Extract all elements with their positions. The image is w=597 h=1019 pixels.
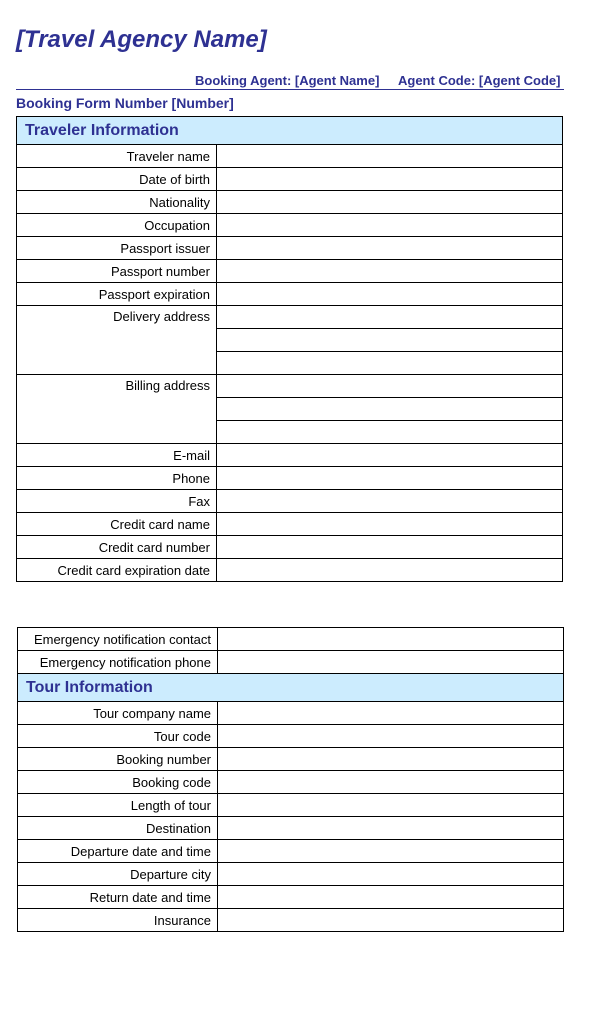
departure-city-field[interactable] — [218, 863, 564, 886]
billing-address-line-1[interactable] — [217, 375, 563, 398]
departure-date-time-label: Departure date and time — [18, 840, 218, 863]
passport-number-field[interactable] — [217, 260, 563, 283]
departure-date-time-field[interactable] — [218, 840, 564, 863]
billing-address-line-2[interactable] — [217, 398, 563, 421]
agent-code-label: Agent Code: [Agent Code] — [398, 73, 561, 88]
passport-number-label: Passport number — [17, 260, 217, 283]
credit-card-expiration-field[interactable] — [217, 559, 563, 582]
billing-address-label: Billing address — [17, 375, 217, 444]
nationality-field[interactable] — [217, 191, 563, 214]
email-field[interactable] — [217, 444, 563, 467]
agent-info-line — [16, 72, 564, 90]
credit-card-number-field[interactable] — [217, 536, 563, 559]
length-of-tour-label: Length of tour — [18, 794, 218, 817]
emergency-phone-field[interactable] — [218, 651, 564, 674]
billing-address-line-3[interactable] — [217, 421, 563, 444]
credit-card-name-label: Credit card name — [17, 513, 217, 536]
destination-field[interactable] — [218, 817, 564, 840]
passport-issuer-field[interactable] — [217, 237, 563, 260]
date-of-birth-field[interactable] — [217, 168, 563, 191]
occupation-field[interactable] — [217, 214, 563, 237]
emergency-contact-field[interactable] — [218, 628, 564, 651]
fax-field[interactable] — [217, 490, 563, 513]
agency-name-title: [Travel Agency Name] — [16, 26, 267, 53]
emergency-contact-label: Emergency notification contact — [18, 628, 218, 651]
delivery-address-line-2[interactable] — [217, 329, 563, 352]
traveler-information-header: Traveler Information — [17, 117, 563, 145]
length-of-tour-field[interactable] — [218, 794, 564, 817]
delivery-address-label: Delivery address — [17, 306, 217, 375]
tour-information-header: Tour Information — [18, 674, 564, 702]
phone-field[interactable] — [217, 467, 563, 490]
passport-issuer-label: Passport issuer — [17, 237, 217, 260]
delivery-address-line-1[interactable] — [217, 306, 563, 329]
traveler-name-label: Traveler name — [17, 145, 217, 168]
departure-city-label: Departure city — [18, 863, 218, 886]
email-label: E-mail — [17, 444, 217, 467]
fax-label: Fax — [17, 490, 217, 513]
passport-expiration-label: Passport expiration — [17, 283, 217, 306]
tour-company-name-field[interactable] — [218, 702, 564, 725]
nationality-label: Nationality — [17, 191, 217, 214]
booking-number-label: Booking number — [18, 748, 218, 771]
booking-number-field[interactable] — [218, 748, 564, 771]
destination-label: Destination — [18, 817, 218, 840]
return-date-time-label: Return date and time — [18, 886, 218, 909]
date-of-birth-label: Date of birth — [17, 168, 217, 191]
booking-code-label: Booking code — [18, 771, 218, 794]
insurance-label: Insurance — [18, 909, 218, 932]
booking-form-number: Booking Form Number [Number] — [16, 95, 234, 111]
tour-code-field[interactable] — [218, 725, 564, 748]
passport-expiration-field[interactable] — [217, 283, 563, 306]
return-date-time-field[interactable] — [218, 886, 564, 909]
occupation-label: Occupation — [17, 214, 217, 237]
traveler-name-field[interactable] — [217, 145, 563, 168]
booking-code-field[interactable] — [218, 771, 564, 794]
emergency-phone-label: Emergency notification phone — [18, 651, 218, 674]
credit-card-number-label: Credit card number — [17, 536, 217, 559]
insurance-field[interactable] — [218, 909, 564, 932]
tour-company-name-label: Tour company name — [18, 702, 218, 725]
booking-agent-label: Booking Agent: [Agent Name] — [195, 73, 380, 88]
delivery-address-line-3[interactable] — [217, 352, 563, 375]
credit-card-expiration-label: Credit card expiration date — [17, 559, 217, 582]
tour-information-table — [17, 627, 564, 932]
traveler-information-table — [16, 116, 563, 582]
credit-card-name-field[interactable] — [217, 513, 563, 536]
tour-code-label: Tour code — [18, 725, 218, 748]
phone-label: Phone — [17, 467, 217, 490]
